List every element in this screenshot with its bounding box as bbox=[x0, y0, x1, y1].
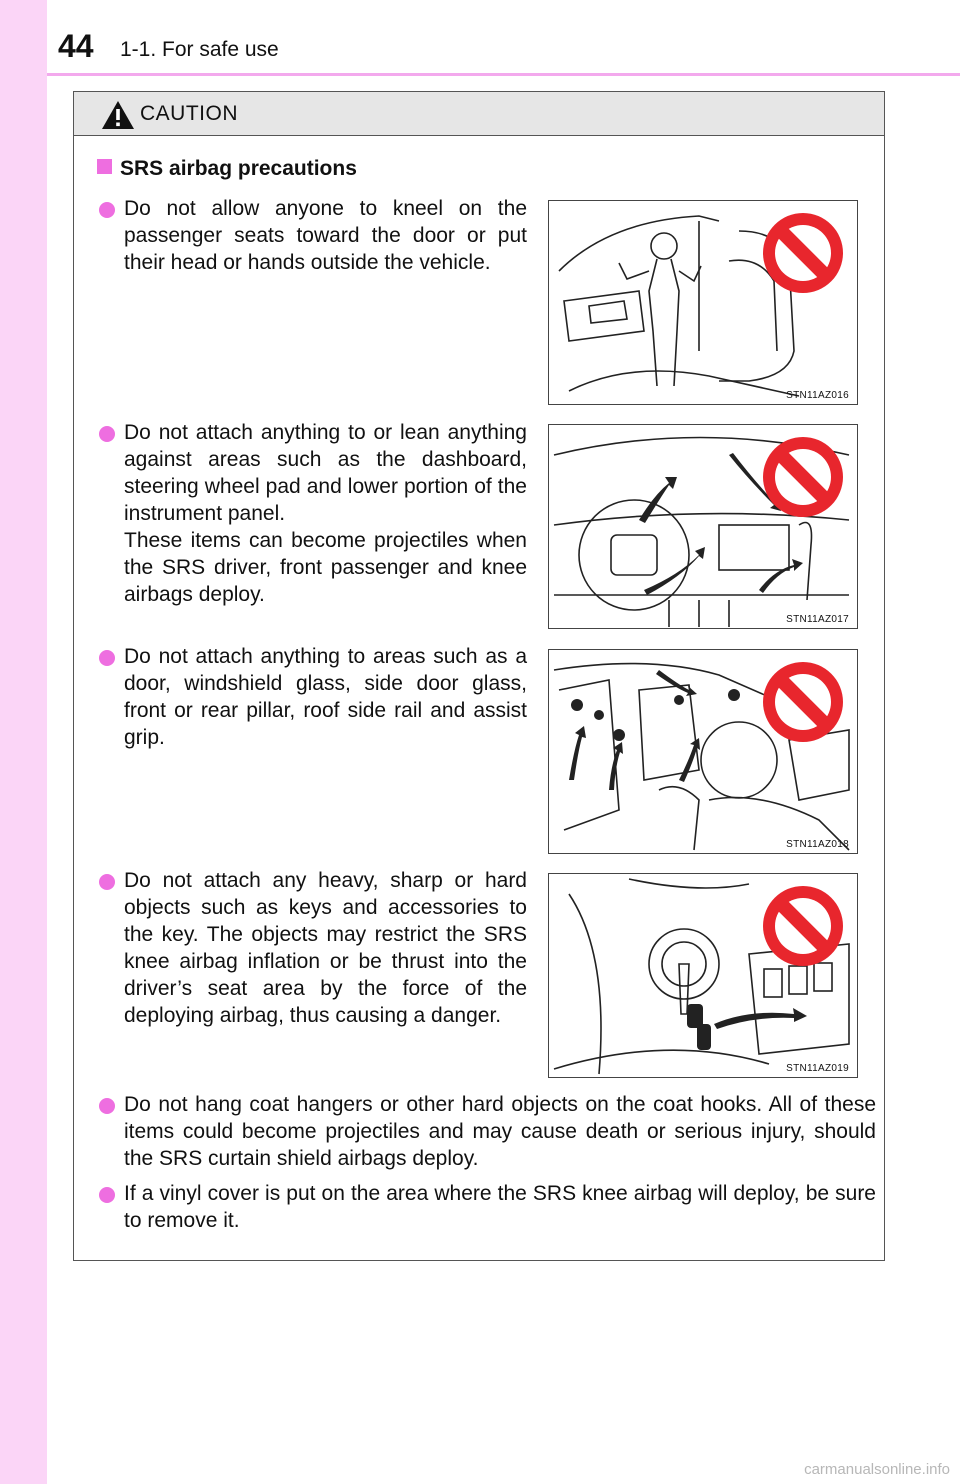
prohibition-icon bbox=[763, 886, 843, 966]
bullet-dot-icon bbox=[99, 650, 115, 666]
prohibition-icon bbox=[763, 213, 843, 293]
figure-door-pillar bbox=[548, 649, 858, 854]
bullet-dot-icon bbox=[99, 426, 115, 442]
caution-item-6-text: If a vinyl cover is put on the area where the SRS knee airbag will deploy, be sure to remove it. bbox=[124, 1182, 876, 1232]
header-divider bbox=[47, 73, 960, 76]
section-title: 1-1. For safe use bbox=[120, 38, 279, 61]
bullet-dot-icon bbox=[99, 1098, 115, 1114]
caution-item-1-text: Do not allow anyone to kneel on the passenger seats toward the door or put their head or hands outside the vehicle. bbox=[124, 197, 527, 274]
bullet-dot-icon bbox=[99, 1187, 115, 1203]
subheading-text: SRS airbag precautions bbox=[120, 157, 357, 180]
caution-item-5-text: Do not hang coat hangers or other hard objects on the coat hooks. All of these items could become projectiles and may cause death or serious injury, should the SRS curtain shield airbags deploy. bbox=[124, 1093, 876, 1170]
warning-triangle-icon bbox=[100, 99, 136, 131]
illustration-dashboard bbox=[549, 425, 856, 627]
square-bullet-icon bbox=[97, 159, 112, 174]
caution-header bbox=[74, 92, 884, 136]
figure-dashboard bbox=[548, 424, 858, 629]
figure-ignition-key bbox=[548, 873, 858, 1078]
watermark: carmanualsonline.info bbox=[804, 1461, 950, 1478]
illustration-passenger-kneeling bbox=[549, 201, 856, 403]
figure-code: STN11AZ017 bbox=[786, 614, 849, 625]
illustration-ignition-key bbox=[549, 874, 856, 1076]
bullet-dot-icon bbox=[99, 874, 115, 890]
caution-item-2-note: These items can become projectiles when the SRS driver, front passenger and knee airbags deploy. bbox=[124, 529, 527, 606]
caution-item-2-text: Do not attach anything to or lean anything against areas such as the dashboard, steering wheel pad and lower portion of the instrument panel. bbox=[124, 421, 527, 525]
page-number: 44 bbox=[58, 28, 94, 64]
caution-label: CAUTION bbox=[140, 102, 238, 125]
figure-code: STN11AZ018 bbox=[786, 839, 849, 850]
side-tab-strip bbox=[0, 0, 47, 1484]
figure-code: STN11AZ019 bbox=[786, 1063, 849, 1074]
figure-code: STN11AZ016 bbox=[786, 390, 849, 401]
section-subheading bbox=[97, 155, 357, 183]
caution-item-3-text: Do not attach anything to areas such as a door, windshield glass, side door glass, front or rear pillar, roof side rail and assist grip. bbox=[124, 645, 527, 749]
caution-item-4-text: Do not attach any heavy, sharp or hard objects such as keys and accessories to the key. The objects may restrict the SRS knee airbag inflation or be thrust into the driver’s seat area by the force of the deploying airbag, thus causing a danger. bbox=[124, 869, 527, 1027]
prohibition-icon bbox=[763, 662, 843, 742]
bullet-dot-icon bbox=[99, 202, 115, 218]
prohibition-icon bbox=[763, 437, 843, 517]
figure-passenger-kneeling bbox=[548, 200, 858, 405]
illustration-door-pillar bbox=[549, 650, 856, 852]
